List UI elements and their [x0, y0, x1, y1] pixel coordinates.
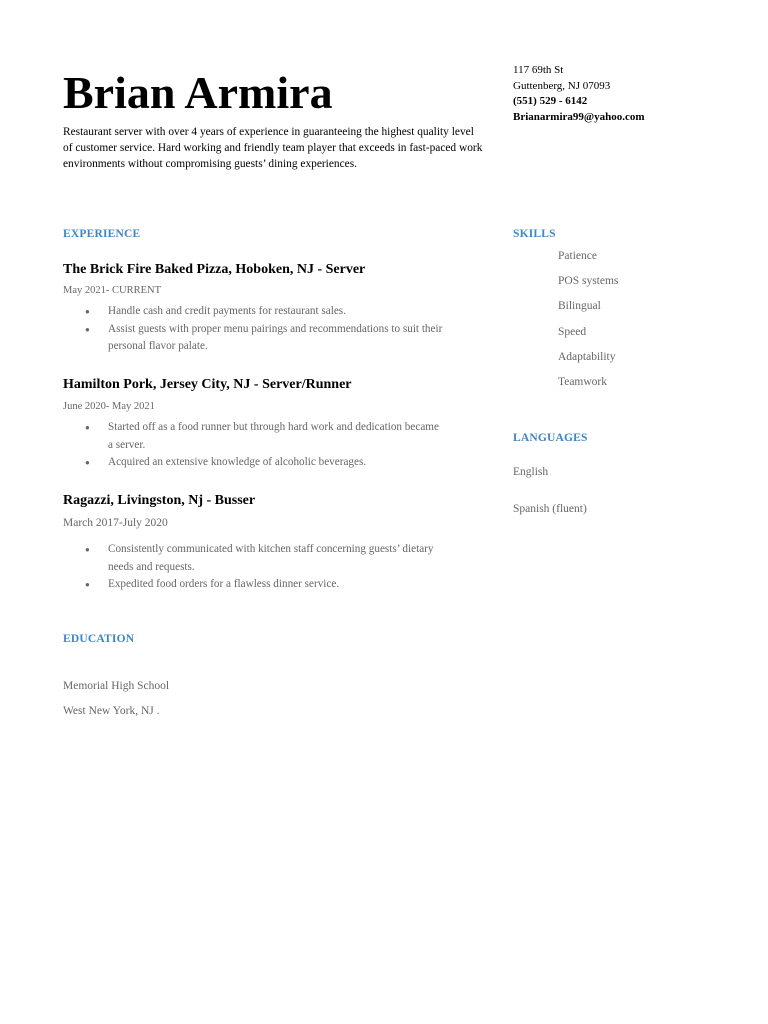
contact-phone: (551) 529 - 6142 [513, 95, 588, 107]
job-title: Ragazzi, Livingston, Nj - Busser [63, 493, 256, 508]
job-bullet: ● Acquired an extensive knowledge of alcoholic beverages. [63, 454, 443, 472]
education-location: West New York, NJ . [63, 705, 160, 717]
job-title: Hamilton Pork, Jersey City, NJ - Server/Runner [63, 377, 352, 392]
contact-block [513, 63, 645, 125]
job-entry [63, 377, 352, 393]
job-bullet: ● Started off as a food runner but through hard work and dedication became a server. [63, 419, 443, 454]
job-entry [63, 493, 255, 509]
experience-heading: EXPERIENCE [63, 228, 141, 240]
contact-email: Brianarmira99@yahoo.com [513, 110, 645, 123]
skill-item: Bilingual [558, 300, 601, 312]
job-bullets [63, 419, 443, 472]
job-dates: March 2017-July 2020 [63, 517, 168, 529]
education-school: Memorial High School [63, 680, 170, 692]
skill-item: Speed [558, 326, 587, 338]
candidate-name: Brian Armira [63, 67, 333, 118]
job-dates: May 2021- CURRENT [63, 285, 161, 296]
language-item: Spanish (fluent) [513, 503, 587, 515]
job-bullets [63, 541, 443, 594]
job-bullet: ● Expedited food orders for a flawless dinner service. [63, 576, 443, 594]
job-entry [63, 262, 365, 278]
job-dates: June 2020- May 2021 [63, 401, 155, 412]
summary-paragraph: Restaurant server with over 4 years of experience in guaranteeing the highest quality level of customer service. Hard working and friendly team player that exceeds in fast-paced work environments without compromising guests’ dining experiences. [63, 126, 483, 170]
job-bullet: ● Handle cash and credit payments for restaurant sales. [63, 303, 443, 321]
contact-street: 117 69th St [513, 64, 564, 76]
job-bullet: ● Assist guests with proper menu pairings and recommendations to suit their personal flavor palate. [63, 321, 443, 356]
job-title: The Brick Fire Baked Pizza, Hoboken, NJ - Server [63, 262, 366, 277]
education-heading: EDUCATION [63, 633, 135, 645]
skill-item: Teamwork [558, 376, 608, 388]
skills-heading: SKILLS [513, 228, 556, 240]
language-item: English [513, 466, 549, 478]
job-bullets [63, 303, 443, 356]
skill-item: Patience [558, 250, 597, 262]
languages-heading: LANGUAGES [513, 432, 588, 444]
skill-item: POS systems [558, 275, 619, 287]
skill-item: Adaptability [558, 351, 616, 363]
job-bullet: ● Consistently communicated with kitchen staff concerning guests’ dietary needs and requests. [63, 541, 443, 576]
contact-city: Guttenberg, NJ 07093 [513, 79, 611, 92]
